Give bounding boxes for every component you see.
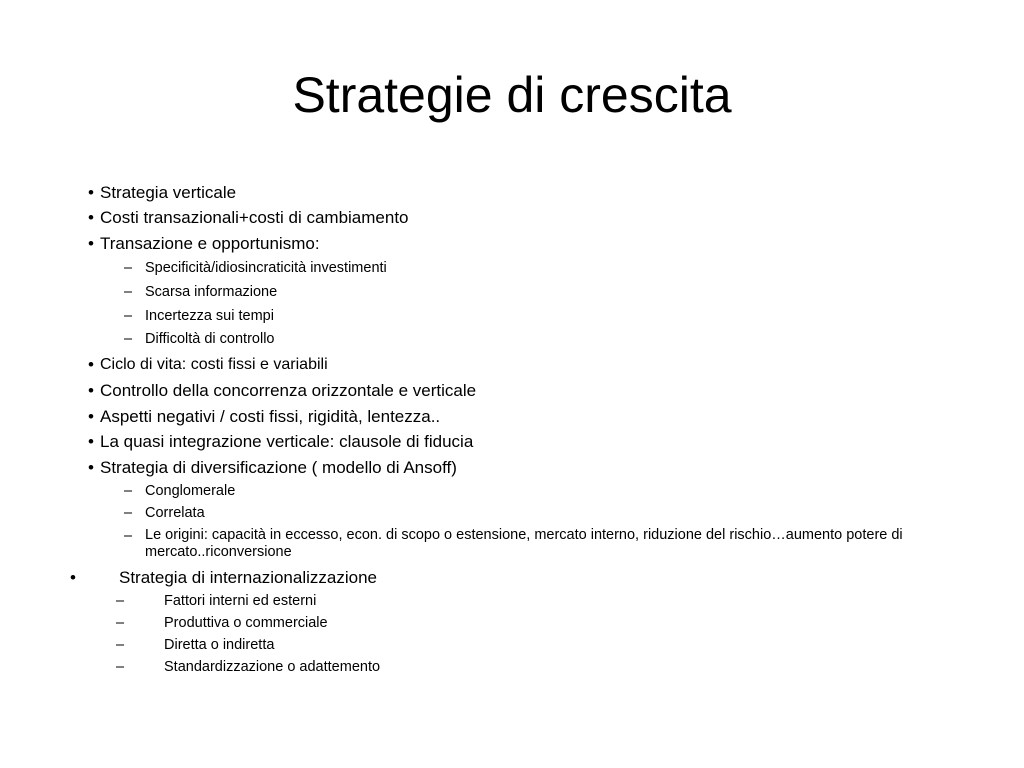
sub-list-item-text: Incertezza sui tempi (145, 308, 274, 324)
list-item-text: Costi transazionali+costi di cambiamento (100, 208, 409, 227)
list-item-text: Strategia verticale (100, 183, 237, 202)
list-item-text: Strategia di internazionalizzazione (119, 568, 377, 587)
dash-marker: – (124, 284, 133, 300)
sub-list-item-text: Conglomerale (145, 483, 236, 499)
dash-marker: – (116, 637, 125, 653)
sub-list-item-text: Standardizzazione o adattemento (164, 659, 381, 675)
sub-list-item-text: Produttiva o commerciale (164, 615, 328, 631)
slide-title: Strategie di crescita (292, 67, 732, 123)
dash-marker: – (116, 593, 125, 609)
sub-list-item-text: Scarsa informazione (145, 284, 278, 300)
bullet-marker: • (70, 568, 76, 587)
dash-marker: – (124, 308, 133, 324)
list-item-text: La quasi integrazione verticale: clausole di fiducia (100, 432, 474, 451)
bullet-marker: • (88, 234, 94, 253)
bullet-marker: • (88, 381, 94, 400)
bullet-marker: • (88, 432, 94, 451)
list-item-text: Strategia di diversificazione ( modello di Ansoff) (100, 458, 457, 477)
dash-marker: – (124, 483, 133, 499)
bullet-marker: • (88, 208, 94, 227)
bullet-marker: • (88, 355, 94, 374)
list-item-text: Ciclo di vita: costi fissi e variabili (100, 356, 328, 373)
list-item-text: Transazione e opportunismo: (100, 234, 320, 253)
bullet-marker: • (88, 183, 94, 202)
sub-list-item-text: Specificità/idiosincraticità investimenti (145, 260, 387, 276)
dash-marker: – (124, 505, 133, 521)
dash-marker: – (124, 528, 133, 544)
dash-marker: – (116, 615, 125, 631)
sub-list-item-text: Le origini: capacità in eccesso, econ. di scopo o estensione, mercato interno, riduzione del rischio…aumento potere di mercato..riconversione (145, 527, 903, 560)
dash-marker: – (124, 260, 133, 276)
sub-list-item-text: Difficoltà di controllo (145, 331, 275, 347)
dash-marker: – (116, 659, 125, 675)
list-item-text: Controllo della concorrenza orizzontale e verticale (100, 381, 477, 400)
sub-list-item-text: Diretta o indiretta (164, 637, 275, 653)
dash-marker: – (124, 331, 133, 347)
sub-list-item-text: Correlata (145, 505, 205, 521)
bullet-marker: • (88, 407, 94, 426)
list-item-text: Aspetti negativi / costi fissi, rigidità, lentezza.. (100, 407, 441, 426)
sub-list-item-text: Fattori interni ed esterni (164, 593, 317, 609)
bullet-marker: • (88, 458, 94, 477)
